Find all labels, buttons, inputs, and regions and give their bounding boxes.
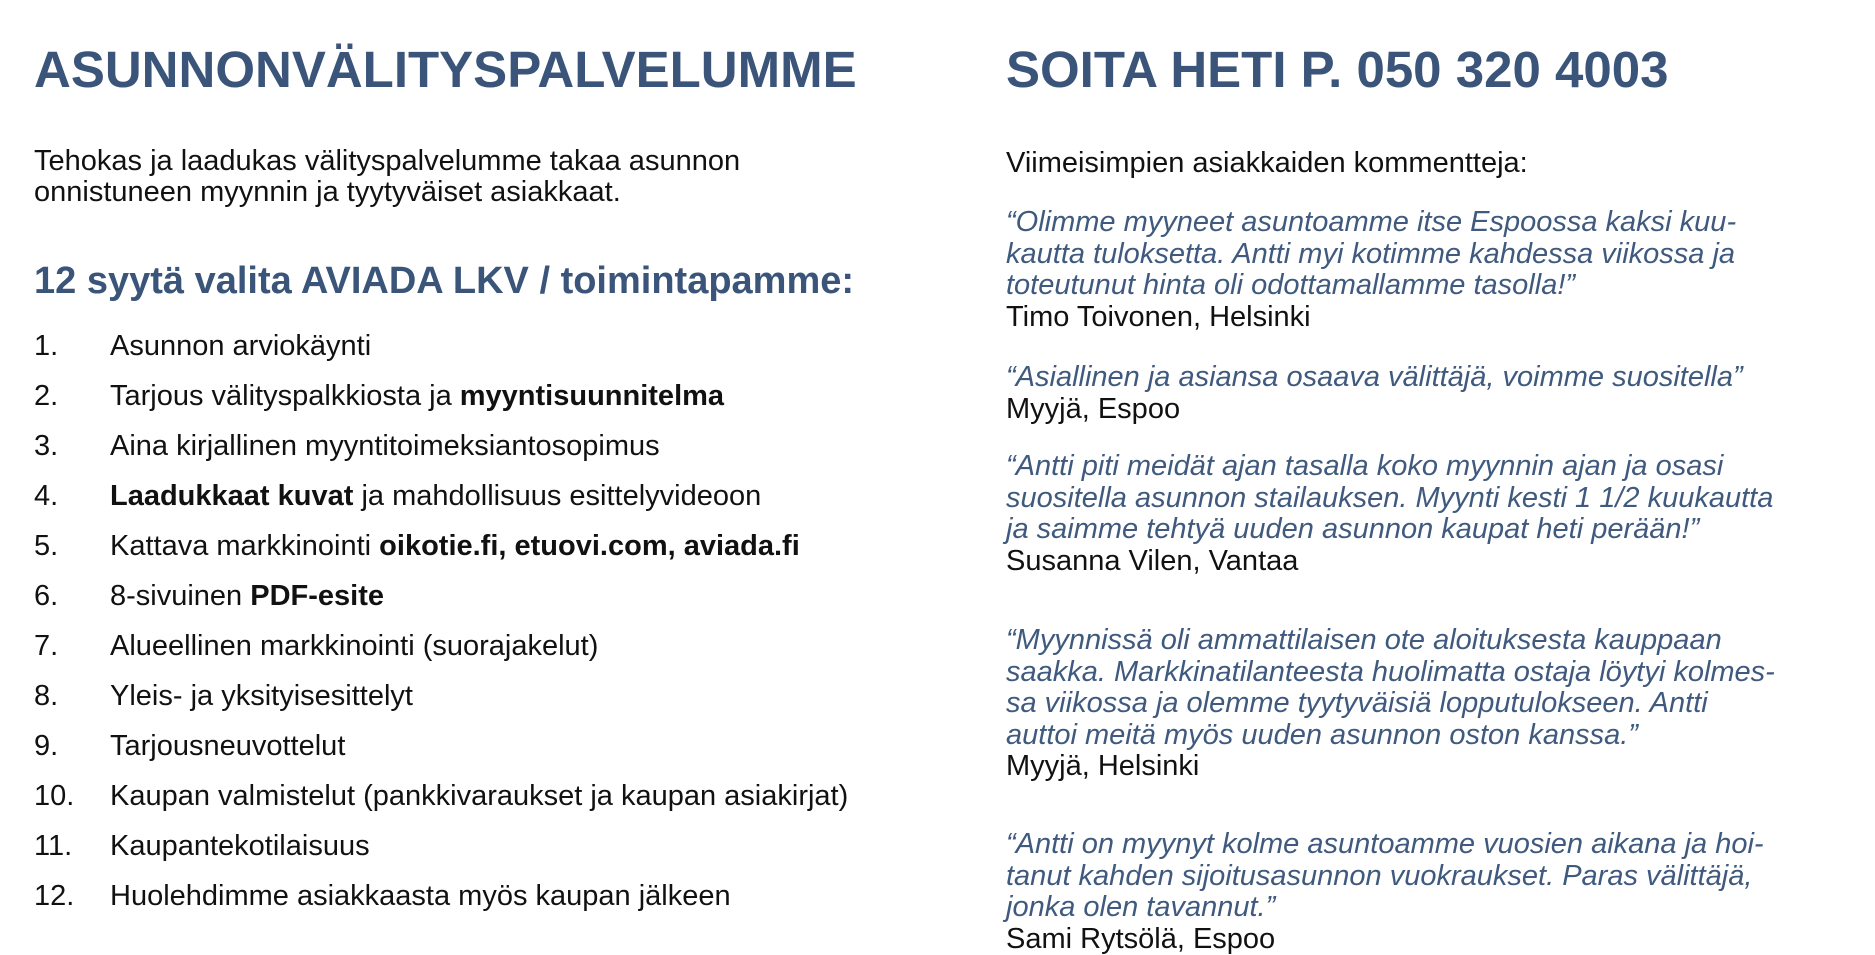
reason-item <box>34 575 848 625</box>
testimonial <box>1006 207 1856 333</box>
testimonial-quote: “Antti on myynyt kolme asuntoamme vuosien aikana ja hoi- tanut kahden sijoitusasunnon vuokraukset. Paras välittäjä, jonka olen tavannut.” <box>1006 829 1856 924</box>
testimonial <box>1006 362 1856 425</box>
testimonial-author: Timo Toivonen, Helsinki <box>1006 302 1856 334</box>
reason-item <box>34 425 848 475</box>
reason-number: 11. <box>34 825 110 867</box>
reason-text: 8-sivuinen <box>110 580 250 612</box>
reason-bold-text: myyntisuunnitelma <box>460 380 724 412</box>
reason-bold-text: oikotie.fi, etuovi.com, aviada.fi <box>379 530 800 562</box>
reason-text: Alueellinen markkinointi (suorajakelut) <box>110 630 598 662</box>
reasons-heading: 12 syytä valita AVIADA LKV / toimintapamme: <box>34 260 854 303</box>
testimonial-quote: “Olimme myyneet asuntoamme itse Espoossa kaksi kuu- kautta tuloksetta. Antti myi kotimme kahdessa viikossa ja toteutunut hinta oli odottamallamme tasolla!” <box>1006 207 1856 302</box>
services-title: ASUNNONVÄLITYSPALVELUMME <box>34 40 857 99</box>
reason-item <box>34 325 848 375</box>
reason-number: 6. <box>34 575 110 617</box>
reason-number: 4. <box>34 475 110 517</box>
reason-number: 9. <box>34 725 110 767</box>
reason-text: Kattava markkinointi <box>110 530 379 562</box>
reason-item <box>34 725 848 775</box>
reasons-list <box>34 325 848 925</box>
testimonial-author: Susanna Vilen, Vantaa <box>1006 546 1856 578</box>
reason-text: Kaupantekotilaisuus <box>110 830 370 862</box>
testimonial-quote: “Antti piti meidät ajan tasalla koko myynnin ajan ja osasi suositella asunnon stailauksen. Myynti kesti 1 1/2 kuukautta ja saimme tehtyä uuden asunnon kaupat heti perään!” <box>1006 451 1856 546</box>
reason-item <box>34 475 848 525</box>
reason-number: 8. <box>34 675 110 717</box>
testimonial-author: Myyjä, Helsinki <box>1006 751 1856 783</box>
testimonial-author: Myyjä, Espoo <box>1006 394 1856 426</box>
reason-text: Aina kirjallinen myyntitoimeksiantosopimus <box>110 430 660 462</box>
comments-intro: Viimeisimpien asiakkaiden kommentteja: <box>1006 148 1528 179</box>
reason-text: ja mahdollisuus esittelyvideoon <box>353 480 761 512</box>
reason-number: 12. <box>34 875 110 917</box>
reason-text: Huolehdimme asiakkaasta myös kaupan jälkeen <box>110 880 731 912</box>
reason-item <box>34 875 848 925</box>
reason-item <box>34 775 848 825</box>
testimonial <box>1006 829 1856 955</box>
reason-item <box>34 675 848 725</box>
testimonial <box>1006 451 1856 577</box>
testimonial-quote: “Myynnissä oli ammattilaisen ote aloituksesta kauppaan saakka. Markkinatilanteesta huolimatta ostaja löytyi kolmes- sa viikossa ja olemme tyytyväisiä lopputulokseen. Antti auttoi meitä myös uuden asunnon oston kanssa.” <box>1006 625 1856 751</box>
reason-item <box>34 825 848 875</box>
reason-number: 7. <box>34 625 110 667</box>
phone-title: SOITA HETI P. 050 320 4003 <box>1006 40 1668 99</box>
testimonial-author: Sami Rytsölä, Espoo <box>1006 924 1856 955</box>
reason-bold-text: Laadukkaat kuvat <box>110 480 353 512</box>
services-intro: Tehokas ja laadukas välityspalvelumme takaa asunnon onnistuneen myynnin ja tyytyväiset asiakkaat. <box>34 146 854 208</box>
reason-text: Tarjousneuvottelut <box>110 730 345 762</box>
reason-item <box>34 625 848 675</box>
reason-bold-text: PDF-esite <box>250 580 384 612</box>
testimonial <box>1006 625 1856 783</box>
testimonial-quote: “Asiallinen ja asiansa osaava välittäjä, voimme suositella” <box>1006 362 1856 394</box>
reason-number: 3. <box>34 425 110 467</box>
reason-item <box>34 525 848 575</box>
reason-number: 1. <box>34 325 110 367</box>
reason-number: 2. <box>34 375 110 417</box>
reason-text: Yleis- ja yksityisesittelyt <box>110 680 413 712</box>
reason-number: 5. <box>34 525 110 567</box>
reason-text: Asunnon arviokäynti <box>110 330 371 362</box>
reason-text: Kaupan valmistelut (pankkivaraukset ja kaupan asiakirjat) <box>110 780 848 812</box>
reason-text: Tarjous välityspalkkiosta ja <box>110 380 460 412</box>
reason-number: 10. <box>34 775 110 817</box>
reason-item <box>34 375 848 425</box>
